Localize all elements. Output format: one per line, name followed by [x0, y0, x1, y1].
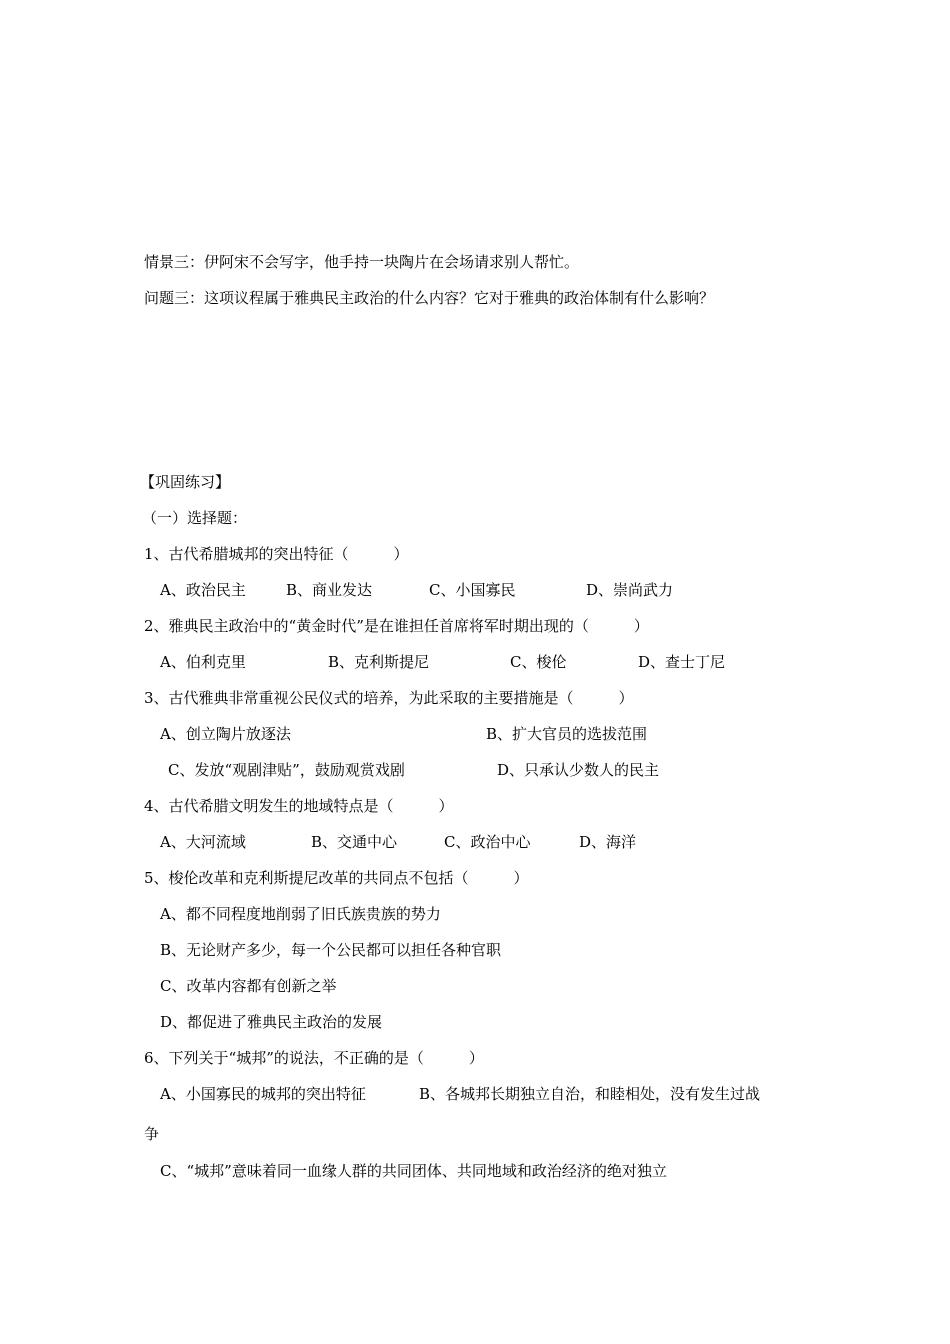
q4-option-a: A、大河流域: [160, 833, 246, 851]
q2-option-a: A、伯利克里: [160, 653, 246, 671]
q5-option-c: C、改革内容都有创新之举: [160, 977, 337, 995]
q4-stem: 4、古代希腊文明发生的地域特点是（ ）: [144, 797, 454, 815]
section-multiple-choice: （一）选择题：: [142, 509, 248, 527]
q2-option-c: C、梭伦: [510, 653, 567, 671]
q2-option-d: D、查士丁尼: [638, 653, 726, 671]
q4-option-c: C、政治中心: [444, 833, 531, 851]
q6-option-c: C、“城邦”意味着同一血缘人群的共同团体、共同地域和政治经济的绝对独立: [160, 1162, 667, 1180]
q2-option-b: B、克利斯提尼: [328, 653, 430, 671]
q3-option-c: C、发放“观剧津贴”，鼓励观赏戏剧: [168, 761, 405, 779]
exercise-heading: 【巩固练习】: [140, 473, 231, 491]
q3-option-a: A、创立陶片放逐法: [160, 725, 291, 743]
q6-option-b: B、各城邦长期独立自治，和睦相处，没有发生过战: [419, 1085, 761, 1103]
q1-option-a: A、政治民主: [160, 581, 246, 599]
q1-option-b: B、商业发达: [286, 581, 373, 599]
q6-stem: 6、下列关于“城邦”的说法，不正确的是（ ）: [144, 1049, 484, 1067]
q2-stem: 2、雅典民主政治中的“黄金时代”是在谁担任首席将军时期出现的（ ）: [144, 617, 649, 635]
scenario-three: 情景三：伊阿宋不会写字，他手持一块陶片在会场请求别人帮忙。: [144, 253, 580, 271]
q3-option-b: B、扩大官员的选拔范围: [486, 725, 648, 743]
q3-option-d: D、只承认少数人的民主: [497, 761, 660, 779]
q1-option-d: D、崇尚武力: [586, 581, 674, 599]
q5-option-a: A、都不同程度地削弱了旧氏族贵族的势力: [160, 905, 441, 923]
q5-stem: 5、梭伦改革和克利斯提尼改革的共同点不包括（ ）: [144, 869, 529, 887]
q5-option-b: B、无论财产多少，每一个公民都可以担任各种官职: [160, 941, 502, 959]
q1-stem: 1、古代希腊城邦的突出特征（ ）: [144, 545, 409, 563]
q3-stem: 3、古代雅典非常重视公民仪式的培养，为此采取的主要措施是（ ）: [144, 689, 634, 707]
q6-option-b-continued: 争: [144, 1125, 160, 1143]
question-three: 问题三：这项议程属于雅典民主政治的什么内容？它对于雅典的政治体制有什么影响？: [144, 289, 715, 307]
q4-option-b: B、交通中心: [311, 833, 398, 851]
q1-option-c: C、小国寡民: [429, 581, 516, 599]
q4-option-d: D、海洋: [579, 833, 637, 851]
q6-option-a: A、小国寡民的城邦的突出特征: [160, 1085, 366, 1103]
q5-option-d: D、都促进了雅典民主政治的发展: [160, 1013, 383, 1031]
